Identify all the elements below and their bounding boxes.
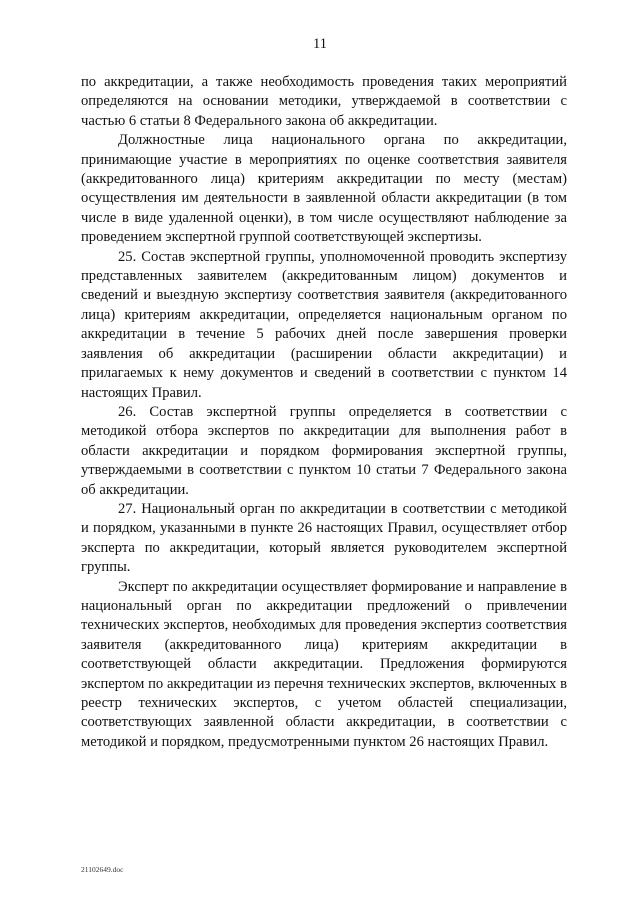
paragraph-expert: Эксперт по аккредитации осуществляет формирование и направление в национальный орган по аккредитации предложений о привлечении технических экспертов, необходимых для проведения экспертиз соответствия заявителя (аккредитованного лица) критериям аккредитации в соответствующей области аккредитации. Предложения формируются экспертом по аккредитации из перечня технических экспертов, включенных в реестр технических экспертов, с учетом областей специализации, соответствующих заявленной области аккредитации, в соответствии с методикой и порядком, предусмотренными пунктом 26 настоящих Правил. bbox=[81, 578, 567, 750]
paragraph-continuation: по аккредитации, а также необходимость проведения таких мероприятий определяются на основании методики, утверждаемой в соответствии с частью 6 статьи 8 Федерального закона об аккредитации. bbox=[81, 74, 567, 129]
footer-document-id: 21102649.doc bbox=[81, 865, 124, 874]
paragraph-item-26: 26. Состав экспертной группы определяется в соответствии с методикой отбора экспертов по аккредитации для выполнения работ в области аккредитации и порядком формирования экспертной группы, утверждаемыми в соответствии с пунктом 10 статьи 7 Федерального закона об аккредитации. bbox=[81, 403, 567, 498]
paragraph-item-25: 25. Состав экспертной группы, уполномоченной проводить экспертизу представленных заявителем (аккредитованным лицом) документов и сведений и выездную экспертизу соответствия заявителя (аккредитованного лица) критериям аккредитации, определяется национальным органом по аккредитации в течение 5 рабочих дней после завершения проверки заявления об аккредитации (расширении области аккредитации) и прилагаемых к нему документов и сведений в соответствии с пунктом 14 настоящих Правил. bbox=[81, 248, 567, 401]
document-body bbox=[81, 73, 567, 752]
paragraph-officials: Должностные лица национального органа по аккредитации, принимающие участие в мероприятиях по оценке соответствия заявителя (аккредитованного лица) критериям аккредитации по месту (местам) осуществления им деятельности в заявленной области аккредитации (в том числе в виде удаленной оценки), в том числе осуществляют наблюдение за проведением экспертной группой соответствующей экспертизы. bbox=[81, 132, 567, 246]
page-number: 11 bbox=[313, 36, 327, 52]
paragraph-item-27: 27. Национальный орган по аккредитации в соответствии с методикой и порядком, указанными в пункте 26 настоящих Правил, осуществляет отбор эксперта по аккредитации, который является руководителем экспертной группы. bbox=[81, 500, 567, 576]
